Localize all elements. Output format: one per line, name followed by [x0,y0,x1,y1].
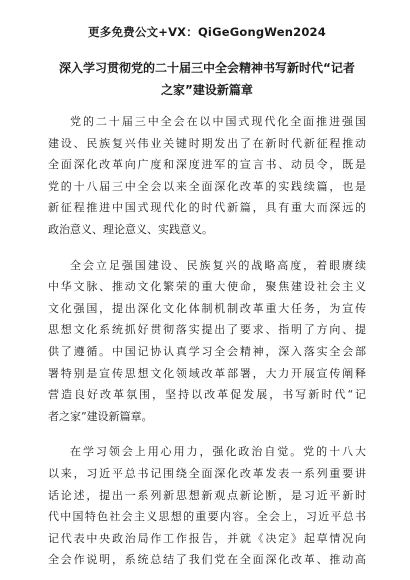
text-line: 在学习领会上用心用力，强化政治自觉。党的十八大 [70,445,366,459]
promo-header: 更多免费公文+VX：QiGeGongWen2024 [88,25,326,39]
text-line: 全面深化改革向广度和深度进军的宣言书、动员令，既是 [48,158,366,172]
text-line: 文化强国，提出深化文化体制机制改革重大任务，为宣传 [48,301,366,315]
text-line: 党的二十届三中全会在以中国式现代化全面推进强国 [70,115,366,128]
text-line: 中华文脉、推动文化繁荣的重大使命，聚焦建设社会主义 [48,280,366,294]
text-line: 者之家”建设新篇章。 [48,409,153,423]
text-line: 话论述，提出一系列新思想新观点新论断，是习近平新时 [48,488,366,502]
text-line: 思想文化系统抓好贯彻落实提出了要求、指明了方向、提 [48,323,366,337]
text-line: 记代表中央政治局作工作报告，并就《决定》起草情况向 [48,531,366,545]
title-line: 之家”建设新篇章 [161,83,253,97]
text-line: 代中国特色社会主义思想的重要内容。全会上，习近平总书 [48,510,366,524]
paragraph [48,255,366,428]
paragraph [48,441,366,571]
paragraph [48,111,366,241]
title-line: 深入学习贯彻党的二十届三中全会精神书写新时代“记者 [59,61,355,75]
document-title [48,57,366,101]
text-line: 建设、民族复兴伟业关键时期发出了在新时代新征程推动 [48,136,366,150]
text-line: 全会立足强国建设、民族复兴的战略高度，着眼赓续 [70,258,366,272]
text-line: 全会作说明，系统总结了我们党在全面深化改革、推动高 [48,553,366,567]
text-line: 以来，习近平总书记围绕全面深化改革发表一系列重要讲 [48,466,366,480]
text-line: 营造良好改革氛围，坚持以改革促发展，书写新时代“记 [48,388,366,402]
text-line: 新征程推进中国式现代化的时代新篇，具有重大而深远的 [48,201,366,215]
text-line: 署特别是宣传思想文化领域改革部署，大力开展宣传阐释 [48,366,366,380]
text-line: 党的十八届三中全会以来全面深化改革的实践续篇，也是 [48,179,366,193]
text-line: 供了遵循。中国记协认真学习全会精神，深入落实全会部 [48,344,366,358]
text-line: 政治意义、理论意义、实践意义。 [48,222,213,236]
